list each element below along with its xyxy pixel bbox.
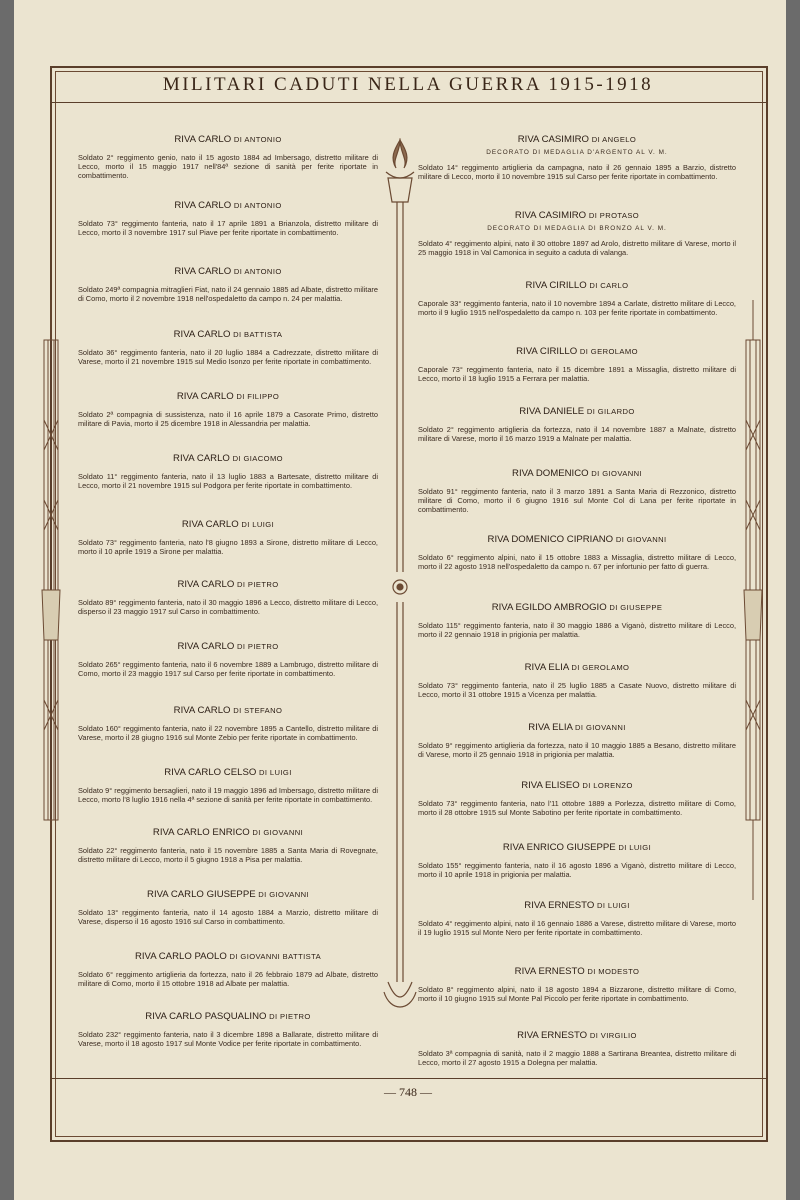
entry [418, 722, 736, 780]
right-column [418, 134, 736, 1080]
entry-name: RIVA ENRICO GIUSEPPE DI LUIGI [502, 842, 652, 853]
entry-decoration: DECORATO DI MEDAGLIA DI BRONZO AL V. M. [487, 225, 667, 232]
entry-name: RIVA ELISEO DI LORENZO [521, 780, 633, 791]
entry-text: Soldato 115° reggimento fanteria, nato il 30 maggio 1886 a Viganò, distretto militare di Lecco, morto il 22 gennaio 1918 in prigionia per malattia. [418, 621, 736, 640]
entry-name: RIVA ERNESTO DI LUIGI [524, 900, 630, 911]
entry [418, 468, 736, 534]
central-torch-ornament [380, 132, 420, 1032]
entry-text: Soldato 265° reggimento fanteria, nato il 6 novembre 1889 a Lambrugo, distretto militare di Como, morto il 23 maggio 1917 sul Carso per ferite riportate in combattimento. [78, 660, 378, 679]
entry [418, 842, 736, 900]
entry [418, 602, 736, 662]
entry-name: RIVA CARLO DI PIETRO [177, 579, 279, 590]
entry [418, 280, 736, 346]
entry [78, 889, 378, 951]
entry-name: RIVA CARLO DI ANTONIO [174, 134, 282, 145]
entry [78, 266, 378, 329]
entry-name: RIVA CARLO DI BATTISTA [173, 329, 283, 340]
entry-text: Soldato 8° reggimento alpini, nato il 18 agosto 1894 a Bizzarone, distretto militare di Como, morto il 10 giugno 1915 sul Monte Pal Piccolo per ferite riportate in combattimento. [418, 985, 736, 1004]
entry [418, 780, 736, 842]
entry-text: Soldato 2° reggimento genio, nato il 15 agosto 1884 ad Imbersago, distretto militare di Lecco, morto il 15 maggio 1917 nell'84ª sezione di sanità per ferite riportate in combattimento. [78, 153, 378, 181]
entry-text: Soldato 14° reggimento artiglieria da campagna, nato il 26 gennaio 1895 a Barzio, distretto militare di Lecco, morto il 10 novembre 1915 sul Carso per ferite riportate in combattimento. [418, 163, 736, 182]
entry [78, 391, 378, 453]
entry-text: Soldato 2ª compagnia di sussistenza, nato il 16 aprile 1879 a Casorate Primo, distretto militare di Pavia, morto il 25 dicembre 1918 in Alessandria per malattia. [78, 410, 378, 429]
entry-name: RIVA ERNESTO DI VIRGILIO [517, 1030, 637, 1041]
entry-text: Caporale 33° reggimento fanteria, nato il 10 novembre 1894 a Carlate, distretto militare di Lecco, morto il 9 luglio 1915 nell'ospedaletto da campo n. 103 per ferite riportate in combattimento. [418, 299, 736, 318]
entry [78, 200, 378, 266]
entry [78, 641, 378, 705]
entry-name: RIVA CARLO DI PIETRO [177, 641, 279, 652]
right-fasces-ornament [740, 300, 766, 920]
entry-text: Soldato 22° reggimento fanteria, nato il 15 novembre 1885 a Santa Maria di Rovegnate, distretto militare di Lecco, morto il 5 giugno 1918 a Pisa per malattia. [78, 846, 378, 865]
entry [78, 519, 378, 579]
entry [418, 534, 736, 602]
entry-name: RIVA CARLO DI ANTONIO [174, 266, 282, 277]
entry [418, 966, 736, 1030]
entry-text: Soldato 155° reggimento fanteria, nato il 16 agosto 1896 a Viganò, distretto militare di Lecco, morto il 10 aprile 1918 in prigionia per malattia. [418, 861, 736, 880]
entry-name: RIVA ELIA DI GIOVANNI [528, 722, 626, 733]
entry-text: Soldato 6° reggimento alpini, nato il 15 ottobre 1883 a Missaglia, distretto militare di Lecco, morto il 22 agosto 1918 nell'ospedaletto da campo n. 67 per infortunio per fatto di guerra. [418, 553, 736, 572]
entry-text: Soldato 9° reggimento artiglieria da fortezza, nato il 10 maggio 1885 a Besano, distretto militare di Varese, morto il 25 gennaio 1918 in prigionia per malattia. [418, 741, 736, 760]
left-column [78, 134, 378, 1061]
entry [78, 579, 378, 641]
entry-name: RIVA CARLO DI STEFANO [173, 705, 283, 716]
entry-name: RIVA CIRILLO DI GEROLAMO [516, 346, 638, 357]
entry-text: Soldato 4° reggimento alpini, nato il 30 ottobre 1897 ad Arolo, distretto militare di Varese, morto il 25 maggio 1918 in Val Camonica in seguito a caduta di valanga. [418, 239, 736, 258]
page-title: MILITARI CADUTI NELLA GUERRA 1915-1918 [162, 74, 654, 95]
entry [78, 329, 378, 391]
entry-name: RIVA EGILDO AMBROGIO DI GIUSEPPE [491, 602, 663, 613]
left-fasces-ornament [38, 300, 64, 920]
entry-text: Soldato 73° reggimento fanteria, nato il 25 luglio 1885 a Casate Nuovo, distretto militare di Lecco, morto il 31 ottobre 1915 a Vicenza per malattia. [418, 681, 736, 700]
entry-name: RIVA CARLO GIUSEPPE DI GIOVANNI [147, 889, 309, 900]
entry-text: Soldato 11° reggimento fanteria, nato il 13 luglio 1883 a Bartesate, distretto militare di Lecco, morto il 21 novembre 1915 sul Podgora per ferite riportate in combattimento. [78, 472, 378, 491]
document-page [14, 0, 786, 1200]
entry-name: RIVA CARLO PASQUALINO DI PIETRO [145, 1011, 311, 1022]
entry-name: RIVA CARLO DI LUIGI [181, 519, 275, 530]
entry-text: Soldato 73° reggimento fanteria, nato il 17 aprile 1891 a Brianzola, distretto militare di Lecco, morto il 3 novembre 1917 sul Piave per ferite riportate in combattimento. [78, 219, 378, 238]
entry-name: RIVA ELIA DI GEROLAMO [524, 662, 630, 673]
entry-text: Soldato 13° reggimento fanteria, nato il 14 agosto 1884 a Marzio, distretto militare di Varese, disperso il 16 agosto 1916 sul Carso in combattimento. [78, 908, 378, 927]
entry-decoration: DECORATO DI MEDAGLIA D'ARGENTO AL V. M. [486, 149, 668, 156]
entry-text: Soldato 89° reggimento fanteria, nato il 30 maggio 1896 a Lecco, distretto militare di Lecco, disperso il 23 maggio 1917 sul Carso in combattimento. [78, 598, 378, 617]
entry-name: RIVA CARLO DI ANTONIO [174, 200, 282, 211]
entry [418, 1030, 736, 1080]
entry-name: RIVA CARLO CELSO DI LUIGI [164, 767, 292, 778]
entry [418, 406, 736, 468]
entry-text: Soldato 232° reggimento fanteria, nato il 3 dicembre 1898 a Ballarate, distretto militare di Varese, morto il 18 agosto 1917 sul Monte Vodice per ferite riportate in combattimento. [78, 1030, 378, 1049]
page-number: — 748 — [384, 1085, 432, 1099]
entry-name: RIVA CASIMIRO DI PROTASO [514, 210, 640, 221]
entry-name: RIVA ERNESTO DI MODESTO [514, 966, 640, 977]
entry-name: RIVA DOMENICO DI GIOVANNI [512, 468, 642, 479]
entry-text: Soldato 4° reggimento alpini, nato il 16 gennaio 1886 a Varese, distretto militare di Varese, morto il 19 luglio 1915 sul Monte Nero per ferite riportate in combattimento. [418, 919, 736, 938]
entry [418, 134, 736, 210]
entry-text: Soldato 6° reggimento artiglieria da fortezza, nato il 26 febbraio 1879 ad Albate, distretto militare di Como, morto il 15 ottobre 1918 ad Albate per malattia. [78, 970, 378, 989]
entry-text: Caporale 73° reggimento fanteria, nato il 15 dicembre 1891 a Missaglia, distretto militare di Lecco, morto il 18 luglio 1915 a Ferrara per malattia. [418, 365, 736, 384]
header-rule [50, 102, 766, 103]
entry [78, 705, 378, 767]
entry [418, 210, 736, 280]
entry [78, 1011, 378, 1061]
entry-text: Soldato 73° reggimento fanteria, nato l'8 giugno 1893 a Sirone, distretto militare di Lecco, morto il 10 aprile 1919 a Sirone per malattia. [78, 538, 378, 557]
entry [418, 346, 736, 406]
entry [78, 134, 378, 200]
entry-text: Soldato 249ª compagnia mitraglieri Fiat, nato il 24 gennaio 1885 ad Albate, distretto militare di Como, morto il 2 novembre 1918 nell'ospedaletto da campo n. 24 per malattia. [78, 285, 378, 304]
entry-name: RIVA CASIMIRO DI ANGELO [517, 134, 637, 145]
entry-text: Soldato 3ª compagnia di sanità, nato il 2 maggio 1888 a Sartirana Breantea, distretto militare di Lecco, morto il 27 agosto 1915 a Dolegna per malattia. [418, 1049, 736, 1068]
entry-name: RIVA DANIELE DI GILARDO [519, 406, 635, 417]
entry-name: RIVA CARLO ENRICO DI GIOVANNI [152, 827, 304, 838]
entry [418, 662, 736, 722]
entry-text: Soldato 2° reggimento artiglieria da fortezza, nato il 14 novembre 1887 a Malnate, distretto militare di Varese, morto il 16 marzo 1919 a Malnate per malattia. [418, 425, 736, 444]
entry-name: RIVA CIRILLO DI CARLO [525, 280, 629, 291]
entry-text: Soldato 36° reggimento fanteria, nato il 20 luglio 1884 a Cadrezzate, distretto militare di Varese, morto il 21 novembre 1915 sul Medio Isonzo per ferite riportate in combattimento. [78, 348, 378, 367]
entry-text: Soldato 91° reggimento fanteria, nato il 3 marzo 1891 a Santa Maria di Rezzonico, distretto militare di Como, morto il 6 giugno 1916 sul Monte Col di Lana per ferite riportate in combattimento. [418, 487, 736, 515]
entry-name: RIVA CARLO DI FILIPPO [176, 391, 280, 402]
entry-text: Soldato 9° reggimento bersaglieri, nato il 19 maggio 1896 ad Imbersago, distretto militare di Lecco, morto l'8 luglio 1916 nella 4ª sezione di sanità per ferite riportate in combattimento. [78, 786, 378, 805]
entry-name: RIVA DOMENICO CIPRIANO DI GIOVANNI [487, 534, 667, 545]
entry [78, 453, 378, 519]
entry [418, 900, 736, 966]
entry [78, 827, 378, 889]
entry-name: RIVA CARLO PAOLO DI GIOVANNI BATTISTA [134, 951, 322, 962]
entry-text: Soldato 73° reggimento fanteria, nato l'11 ottobre 1889 a Porlezza, distretto militare di Como, morto il 28 ottobre 1915 sul Monte Sabotino per ferite riportate in combattimento. [418, 799, 736, 818]
entry-name: RIVA CARLO DI GIACOMO [173, 453, 283, 464]
entry [78, 951, 378, 1011]
entry-text: Soldato 160° reggimento fanteria, nato il 22 novembre 1895 a Cantello, distretto militare di Varese, morto il 28 giugno 1916 sul Monte Zebio per ferite riportate in combattimento. [78, 724, 378, 743]
entry [78, 767, 378, 827]
